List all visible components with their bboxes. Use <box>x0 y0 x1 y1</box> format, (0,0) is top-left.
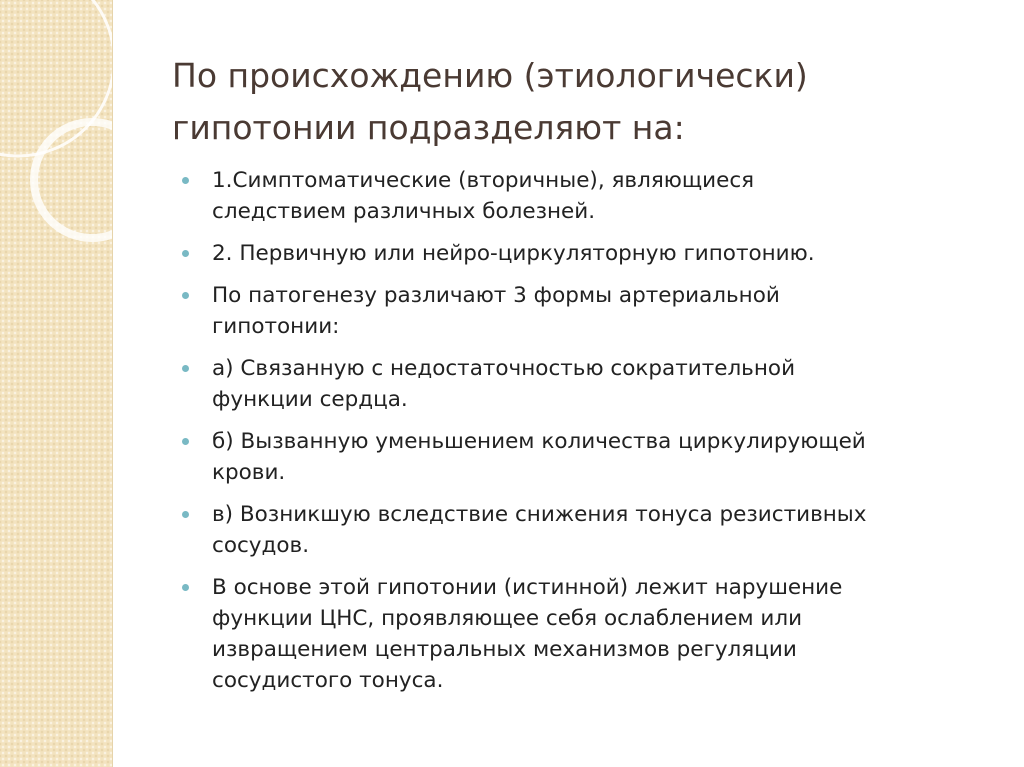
bullet-dot-icon <box>182 250 189 257</box>
bullet-text-line: функции сердца. <box>212 387 408 412</box>
bullet-item-secondary-hypotension <box>172 165 1002 227</box>
bullet-dot-icon <box>182 584 189 591</box>
bullet-item-vascular-tone-form <box>172 499 1002 561</box>
bullet-text-line: а) Связанную с недостаточностью сократительной <box>212 356 796 381</box>
bullet-text-line: 1.Симптоматические (вторичные), являющиеся <box>212 168 755 193</box>
bullet-dot-icon <box>182 177 189 184</box>
title-line-1: По происхождению (этиологически) <box>172 56 808 95</box>
bullet-dot-icon <box>182 438 189 445</box>
bullet-text-line: В основе этой гипотонии (истинной) лежит нарушение <box>212 575 843 600</box>
bullet-item-cardiac-form <box>172 353 1002 415</box>
bullet-text-line: По патогенезу различают 3 формы артериальной <box>212 283 780 308</box>
bullet-text-line: сосудистого тонуса. <box>212 668 444 693</box>
bullet-text-line: б) Вызванную уменьшением количества циркулирующей <box>212 429 866 454</box>
bullet-text-line: гипотонии: <box>212 314 340 339</box>
bullet-item-pathogenesis <box>172 280 1002 342</box>
bullet-dot-icon <box>182 365 189 372</box>
decorative-circles <box>0 0 112 767</box>
bullet-text-line: в) Возникшую вследствие снижения тонуса резистивных <box>212 502 867 527</box>
bullet-item-blood-volume-form <box>172 426 1002 488</box>
bullet-dot-icon <box>182 292 189 299</box>
bullet-text-line: крови. <box>212 460 286 485</box>
bullet-text-line: следствием различных болезней. <box>212 199 596 224</box>
bullet-text-line: извращением центральных механизмов регуляции <box>212 637 797 662</box>
bullet-text-line: сосудов. <box>212 533 310 558</box>
title-line-2: гипотонии подразделяют на: <box>172 108 685 147</box>
bullet-text-line: 2. Первичную или нейро-циркуляторную гипотонию. <box>212 241 815 266</box>
bullet-item-cns-dysfunction <box>172 572 1002 696</box>
bullet-list <box>172 165 1002 707</box>
decorative-side-band <box>0 0 113 767</box>
bullet-item-primary-hypotension <box>172 238 1002 269</box>
bullet-text-line: функции ЦНС, проявляющее себя ослаблением или <box>212 606 803 631</box>
slide-title <box>172 50 972 154</box>
bullet-dot-icon <box>182 511 189 518</box>
